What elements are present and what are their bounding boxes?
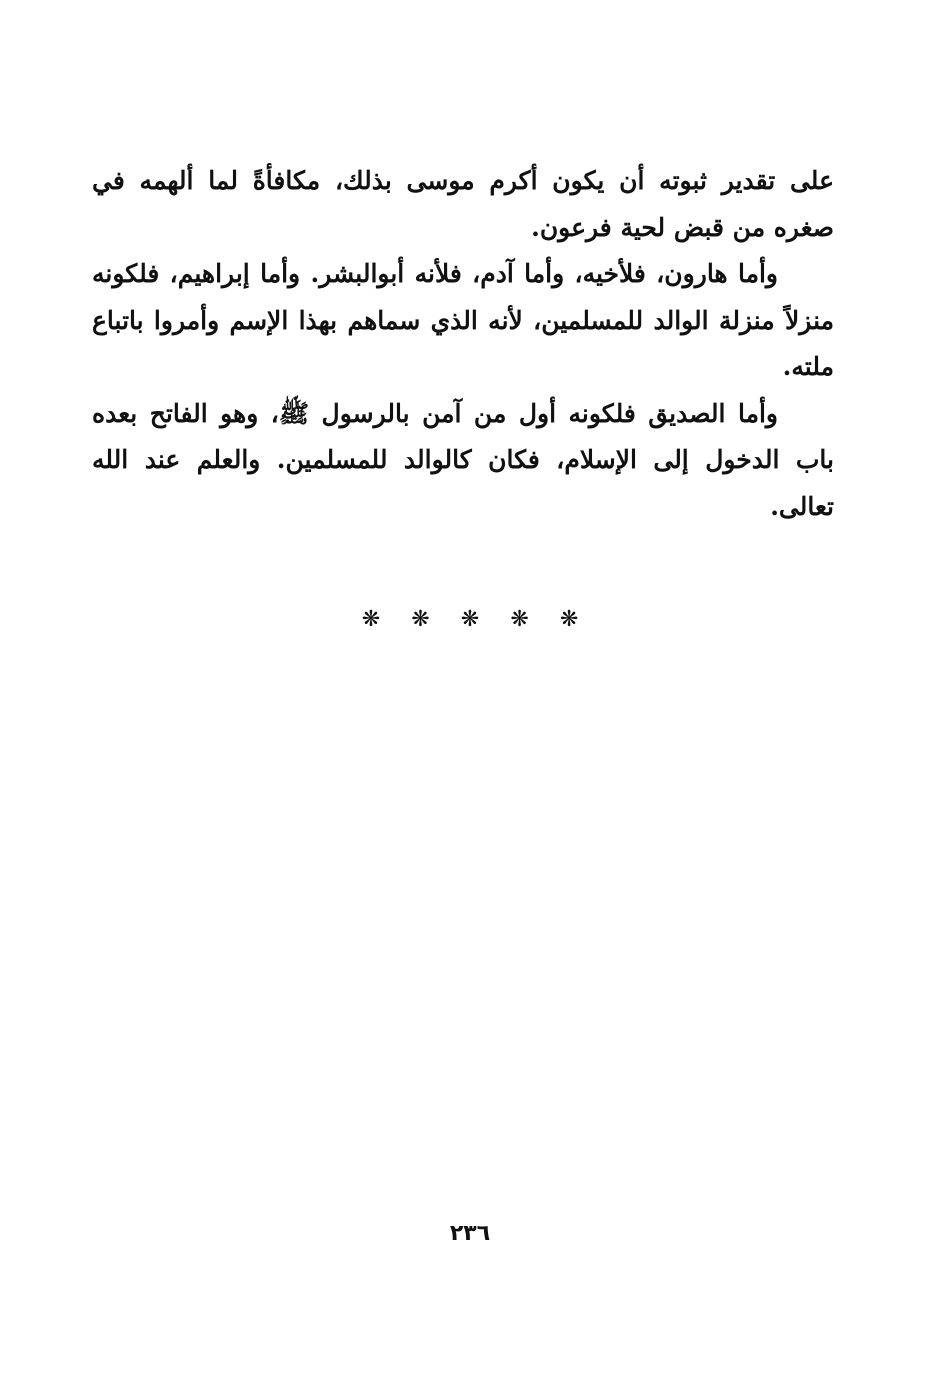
section-separator — [0, 605, 940, 635]
separator-star-icon: ❋ — [361, 607, 381, 632]
paragraph-2: وأما هارون، فلأخيه، وأما آدم، فلأنه أبوالبشر. وأما إبراهيم، فلكونه منزلاً منزلة الوالد للمسلمين، لأنه الذي سماهم بهذا الإسم وأمروا باتباع ملته. — [92, 259, 834, 381]
separator-star-icon: ❋ — [460, 607, 480, 632]
separator-star-icon: ❋ — [411, 607, 430, 632]
paragraph-3: وأما الصديق فلكونه أول من آمن بالرسول ﷺ، وهو الفاتح بعده باب الدخول إلى الإسلام، فكان كالوالد للمسلمين. والعلم عند الله تعالى. — [92, 398, 834, 521]
paragraph-1: على تقدير ثبوته أن يكون أكرم موسى بذلك، مكافأةً لما ألهمه في صغره من قبض لحية فرعون. — [92, 166, 834, 242]
separator-star-icon: ❋ — [559, 607, 579, 632]
page-body-text — [92, 158, 834, 530]
page-number: ٢٣٦ — [449, 1221, 491, 1246]
separator-star-icon: ❋ — [510, 607, 529, 632]
